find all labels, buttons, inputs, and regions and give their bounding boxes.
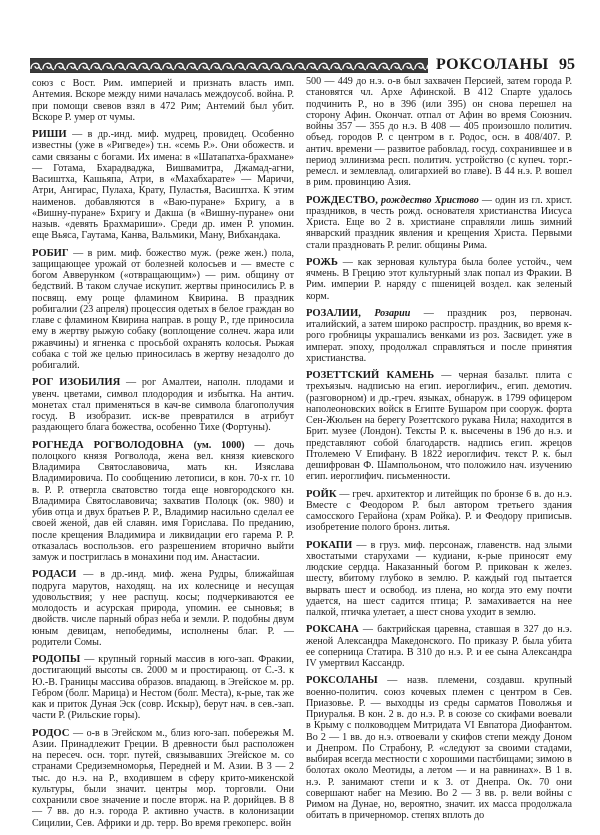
entry-headword: РИШИ xyxy=(32,129,67,140)
entry-body: — о-в в Эгейском м., близ юго-зап. побережья М. Азии. Принадлежит Греции. В древности был расположен на пересеч. осн. торг. путей, связывавших Эгейское м. со странами Средиземноморья, Передней и М. Азии. В 3 — 2 тыс. до н.э. на Р., входившем в сферу крито-микенской культуры, были значит. центры мор. торговли. Они сохранили свое значение и после вторж. на Р. дорийцев. В 8 — 7 вв. до н.э. города Р. активно участв. в колонизации Сицилии, Сев. Африки и др. терр. Во время грекоперс. войн xyxy=(32,727,294,829)
entry-body: — черная базальт. плита с трехъязыч. надписью на егип. иероглифич., егип. демотич. (разговорном) и др.-греч. языках, обнаруж. в 1799 офицером наполеоновских войск в Египте Бушаром при сооруж. форта Сен-Жюльен на берегу Розеттского рукава Нила; находится в Брит. музее (Лондон). Тексты Р. к. высечены в 196 до н.э. и представляют собой благодарств. надпись егип. жрецов Птолемею V Епифану. В 1822 иероглифич. текст Р. к. был дешифрован Ф. Шампольоном, что положило нач. изучению егип. иероглифич. письменности. xyxy=(306,370,572,483)
entry-headword: РОЖЬ xyxy=(306,256,338,268)
entry-headword: РОДОПЫ xyxy=(32,654,81,665)
entry-body: — греч. архитектор и литейщик по бронзе 6 в. до н.э. Вместе с Феодором Р. был автором третьего здания самосского Герайона (храм Ройка). Р. и Феодору приписыв. изобретение полого бронз. литья. xyxy=(306,488,572,534)
dictionary-entry xyxy=(306,540,572,619)
meander-ornament-band xyxy=(30,58,428,73)
entry-headword: РОЗЕТТСКИЙ КАМЕНЬ xyxy=(306,370,435,381)
right-column xyxy=(306,76,572,828)
entry-body: — бактрийская царевна, ставшая в 327 до н.э. женой Александра Македонского. По приказу Р. была убита ее соперница Статира. В 310 до н.э. Р. и ее сына Александра IV умертвил Кассандр. xyxy=(306,624,572,669)
entry-headword: РОЖДЕСТВО, xyxy=(306,194,378,206)
entry-headword: РОДОС xyxy=(32,727,70,739)
dictionary-entry xyxy=(32,129,294,242)
entry-headword: РОДАСИ xyxy=(32,569,77,581)
entry-headword: РОКСОЛАНЫ xyxy=(306,675,378,687)
entry-alt-name: Розарии xyxy=(360,307,411,319)
dictionary-entry xyxy=(306,257,572,302)
dictionary-entry xyxy=(306,370,572,483)
entry-body: — в рим. миф. божество муж. (реже жен.) пола, защищающее урожай от болезней колосьев и — вместе с богом Авверунком («отвращающим») — рим. общину от бедствий. В таком случае искупит. жертвы приносились Р. в посвящ. ему роще фламином Квирина. В праздник робигалии (23 апреля) процессия одетых в белое граждан во главе с фламином Квирина направ. в рощу Р., где приносила ему в жертву рыжую собаку (воплощение солнеч. жара или ржавчины) и ягненка с просьбой охранять колосья. Рыжая собака с той же целью приносилась в жертву незадолго до робигалий. xyxy=(32,247,294,371)
dictionary-entry xyxy=(32,569,294,648)
entry-date: (ум. 1000) xyxy=(183,439,245,451)
dictionary-entry xyxy=(306,195,572,251)
entry-headword: РОБИГ xyxy=(32,247,69,259)
dictionary-entry xyxy=(32,248,294,372)
dictionary-entry xyxy=(306,624,572,669)
dictionary-entry xyxy=(306,308,572,364)
entry-body: — праздник роз, первонач. италийский, а затем широко распростр. праздник, во время к-рого гробницы украшались венками из роз. Засвидет. уже в импepат. эпоху, продолжал справляться и после принятия христианства. xyxy=(306,307,572,364)
dictionary-entry xyxy=(306,76,572,189)
dictionary-entry xyxy=(32,728,294,829)
dictionary-entry xyxy=(306,489,572,534)
dictionary-entry xyxy=(32,377,294,433)
entry-headword: РОЙК xyxy=(306,488,337,500)
dictionary-entry xyxy=(32,78,294,123)
entry-body: союз с Вост. Рим. империей и признать власть имп. Антемия. Вскоре между ними началась междоусоб. война. Р. при помощи свевов взял в 472 Рим; Антемий был убит. Вскоре Р. умер от чумы. xyxy=(32,78,294,123)
entry-body: — в др.-инд. миф. мудрец, провидец. Особенно известны (уже в «Ригведе») т.н. «семь Р.». Они обожеств. и сами связаны с богами. Их имена: в «Шатапатха-брахмане» — Готама, Бхарадваджа, Вишвамитра, Джамад-агни, Васиштха, Кашьяпа, Атри, в «Махабхарате» — Маричи, Атри, Ангирас, Пулаха, Крату, Пуластья, Васиштха. К этим наименов. добавляются в «Ваю-пуране» Бхригу, а в «Вишну-пуране» Бхригу и Дакша (в «Вишну-пуране» они назыв. «девять Брахмариши». Среди др. имен Р. упомин. еще Вьяса, Гаутама, Канва, Вальмики, Ману, Вибхандака. xyxy=(32,129,294,242)
entry-body: — назв. племени, создавш. крупный военно-политич. союз кочевых племен с центром в Сев. Приазовье. Р. — выходцы из среды сарматов Поволжья и Приуралья. В кон. 2 в. до н.э. Р. в союзе со скифами воевали в Крыму с полководцем Митридата VI Евпатора Диофантом. Во 2 — 1 вв. до н.э. отвоевали у скифов степи между Доном и Днепром. По Страбону, Р. «следуют за своими стадами, выбирая всегда местности с хорошими пастбищами; зимою в болотах около Меотиды, а летом — и на равнинах». В 1 в. н.э. Р. занимают степи и к З. от Днепра. Ок. 70 они совершают набег на Мезию. Во 2 — 3 вв. р. вели войны с Римом на Дунае, но, вероятно, значит. их масса продолжала обитать в причерномор. степях вплоть до xyxy=(306,675,572,822)
entry-headword: РОГНЕДА РОГВОЛОДОВНА xyxy=(32,439,184,451)
entry-body: — как зерновая культура была более устойч., чем ячмень. В Грецию этот культурный злак попал из Фракии. В Рим. империи Р. наряду с пшеницей воздел. как зеленый корм. xyxy=(306,256,572,302)
entry-headword: РОКАПИ xyxy=(306,539,353,551)
dictionary-entry xyxy=(32,440,294,564)
dictionary-entry xyxy=(32,654,294,722)
entry-headword: РОКСАНА xyxy=(306,624,359,636)
entry-body: — один из гл. христ. праздников, в честь рожд. основателя христианства Иисуса Христа. Еще во 2 в. христиане справляли лишь зимний январский праздник явления и крещения Христа. Первыми стали праздновать Р. религ. общины Рима. xyxy=(306,194,572,251)
entry-body: 500 — 449 до н.э. о-в был захвачен Персией, затем города Р. становятся чл. Архе Афинской. В 412 Спарте удалось подчинить Р., но в 396 (или 395) он снова перешел на сторону Афин. Окончат. отпал от Афин во время Союзнич. войны 357 — 355 до н.э. В 408 — 405 произошло политич. объед. городов Р. с центром в г. Родос, осн. в 408/407. Р. антич. времени — развитое рабовлад. госуд. сохранившее и в период эллинизма респ. политич. устройство (с купеч. торг.-ремесл. и землевлад. олигархией во главе). В 44 н.э. Р. вошел в рим. провинцию Азия. xyxy=(306,76,572,189)
entry-body: — дочь полоцкого князя Рогволода, жена вел. князя киевского Владимира Святославовича, мать кн. Изяслава Владимировича. По сообщению летописи, в кон. 70-х гг. 10 в. Р. Р. отвергла сватовство тогда еще новгородского кн. Владимира Святославовича; захватив Полоцк (ок. 980) и убив отца и двух братьев Р. Р., Владимир насильно сделал ее своей женой, дав ей славян. имя Горислава. По преданию, после крещения Владимира и ликвидации его гарема Р. Р. отказалась воспользов. его разрешением вторично выйти замуж и постриглась в монахини под им. Анастасии. xyxy=(32,439,294,563)
left-column xyxy=(32,78,294,835)
entry-headword: РОЗАЛИИ, xyxy=(306,307,361,319)
entry-headword: РОГ ИЗОБИЛИЯ xyxy=(32,377,121,389)
entry-alt-name: рождество Христово xyxy=(377,194,479,206)
entry-body: — в груз. миф. персонаж, главенств. над злыми хвостатыми старухами — кудиани, к-рые приносят ему людские сердца. Наказанный богом Р. прикован к желез. шесту, вбитому глубоко в землю. Р. каждый год пытается вырвать шест и освобод. из плена, но когда это ему почти удается, на шест садится птица; Р. замахивается на нее палкой, птичка улетает, а шест снова уходит в землю. xyxy=(306,539,572,618)
page-number: 95 xyxy=(559,56,575,73)
dictionary-entry xyxy=(306,675,572,821)
running-head: РОКСОЛАНЫ xyxy=(436,56,549,73)
entry-body: — в др.-инд. миф. жена Рудры, ближайшая подруга марутов, находящ. на их колеснице и несущая удовольствия; у нее распущ. косы; подчеркиваются ее молодость и асурская природа, упомин. ее сыновья; в двойств. числе парный образ неба и земли. Р. подобны двум юным девицам, непобедимы, исполнены благ. Р. — родители Сомы. xyxy=(32,569,294,648)
entry-body: — рог Амалтеи, наполн. плодами и увенч. цветами, символ плодородия и избытка. На антич. монетах стал применяться в кач-ве символа благополучия госуд. В изобразит. иск-ве превратился в атрибут раздающего блага божества, особенно Тихе (Фортуны). xyxy=(32,377,294,434)
page-header xyxy=(30,56,575,74)
entry-body: — крупный горный массив в юго-зап. Фракии, достигающий высоты св. 2000 м и простирающ. от С.-З. к Ю.-В. Границы массива образов. впадающ. в Эгейское м. рр. Гебром (болг. Марица) и Нестом (болг. Места), к-рые, так же как и приток Дуная Эск (совр. Искыр), берут нач. в сев.-зап. части Р. (Рильские горы). xyxy=(32,654,294,722)
